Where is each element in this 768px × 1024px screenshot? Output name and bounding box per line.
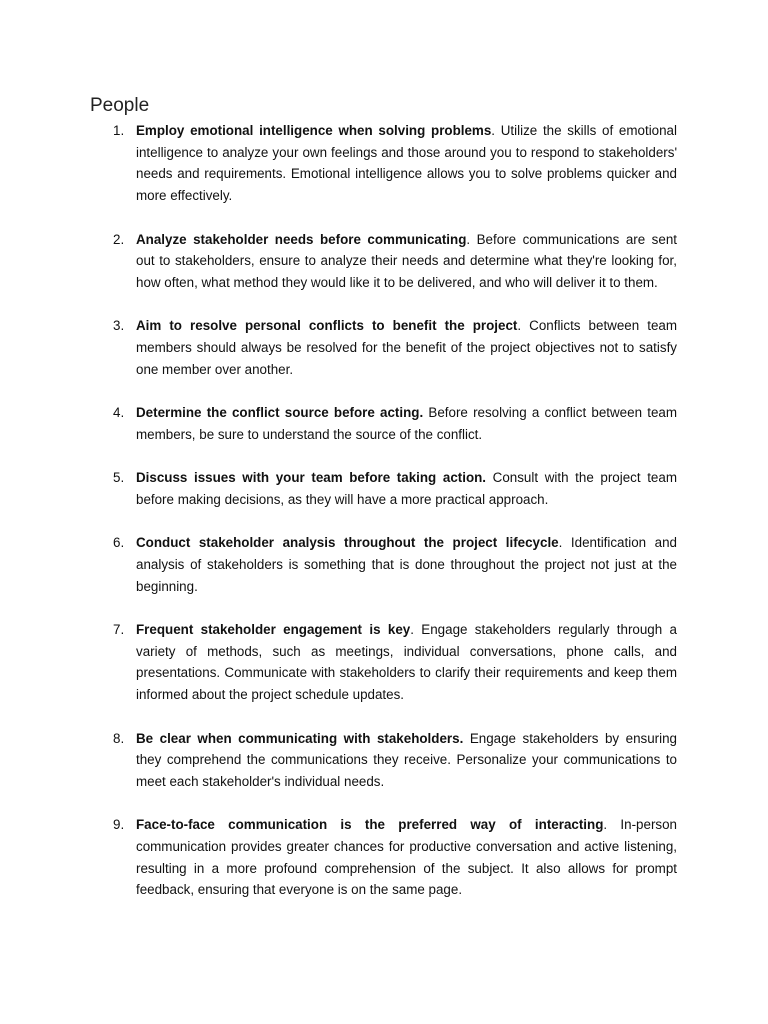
list-item-lead: Conduct stakeholder analysis throughout the project lifecycle [136, 535, 559, 551]
section-heading: People [90, 95, 150, 116]
list-item [0, 120, 677, 207]
list-item-lead: Frequent stakeholder engagement is key [136, 622, 411, 638]
list-item-body: Engage stakeholders regularly through a variety of methods, such as meetings, individual conversations, phone calls, and presentations. Communicate with stakeholders to clarify their requirements and keep them informed about the project schedule updates. [136, 622, 677, 703]
list-item [0, 728, 677, 793]
list-item [0, 814, 677, 901]
list-item [0, 532, 677, 597]
list-item-number: 5. [113, 470, 125, 486]
list-item-separator: . [466, 231, 477, 247]
numbered-list [0, 120, 768, 923]
list-item-body: Identification and analysis of stakeholders is something that is done throughout the project not just at the beginning. [136, 535, 677, 594]
list-item-number: 3. [113, 318, 125, 334]
list-item-lead: Employ emotional intelligence when solving problems [136, 123, 492, 138]
list-item-lead: Face-to-face communication is the preferred way of interacting [136, 817, 604, 833]
list-item-lead: Determine the conflict source before acting. [136, 405, 424, 421]
list-item-body: In-person communication provides greater chances for productive conversation and active listening, resulting in a more profound comprehension of the subject. It also allows for prompt feedback, ensuring that everyone is on the same page. [136, 817, 677, 898]
list-item-body: Engage stakeholders by ensuring they comprehend the communications they receive. Personalize your communications to meet each stakeholder's individual needs. [136, 730, 677, 789]
list-item [0, 619, 677, 706]
list-item-number: 1. [113, 123, 125, 138]
list-item-number: 7. [113, 622, 125, 638]
list-item-lead: Discuss issues with your team before taking action. [136, 470, 487, 486]
list-item-lead: Analyze stakeholder needs before communicating [136, 231, 467, 247]
list-item-separator: . [491, 123, 501, 138]
list-item-separator: . [603, 817, 621, 833]
list-item-number: 4. [113, 405, 125, 421]
list-item-body: Utilize the skills of emotional intelligence to analyze your own feelings and those around you to respond to stakeholders' needs and requirements. Emotional intelligence allows you to solve problems quicker and more effectively. [136, 123, 677, 204]
list-item [0, 402, 677, 445]
list-item-separator: . [517, 318, 530, 334]
list-item-separator [486, 470, 493, 485]
list-item-number: 2. [113, 231, 125, 247]
list-item-lead: Be clear when communicating with stakeholders. [136, 730, 464, 746]
list-item-number: 6. [113, 535, 125, 551]
list-item-body: Conflicts between team members should always be resolved for the benefit of the project objectives not to satisfy one member over another. [136, 318, 677, 377]
list-item [0, 315, 677, 380]
list-item-lead: Aim to resolve personal conflicts to benefit the project [136, 318, 518, 334]
list-item-number: 9. [113, 817, 125, 833]
list-item [0, 229, 677, 294]
list-item [0, 467, 677, 510]
list-item-body: Before resolving a conflict between team members, be sure to understand the source of the conflict. [136, 405, 677, 442]
list-item-separator: . [410, 622, 422, 638]
list-item-body: Consult with the project team before making decisions, as they will have a more practical approach. [136, 470, 677, 507]
list-item-body: Before communications are sent out to stakeholders, ensure to analyze their needs and determine what they're looking for, how often, what method they would like it to be delivered, and who will deliver it to them. [136, 231, 677, 290]
list-item-number: 8. [113, 730, 125, 746]
list-item-separator: . [558, 535, 571, 551]
